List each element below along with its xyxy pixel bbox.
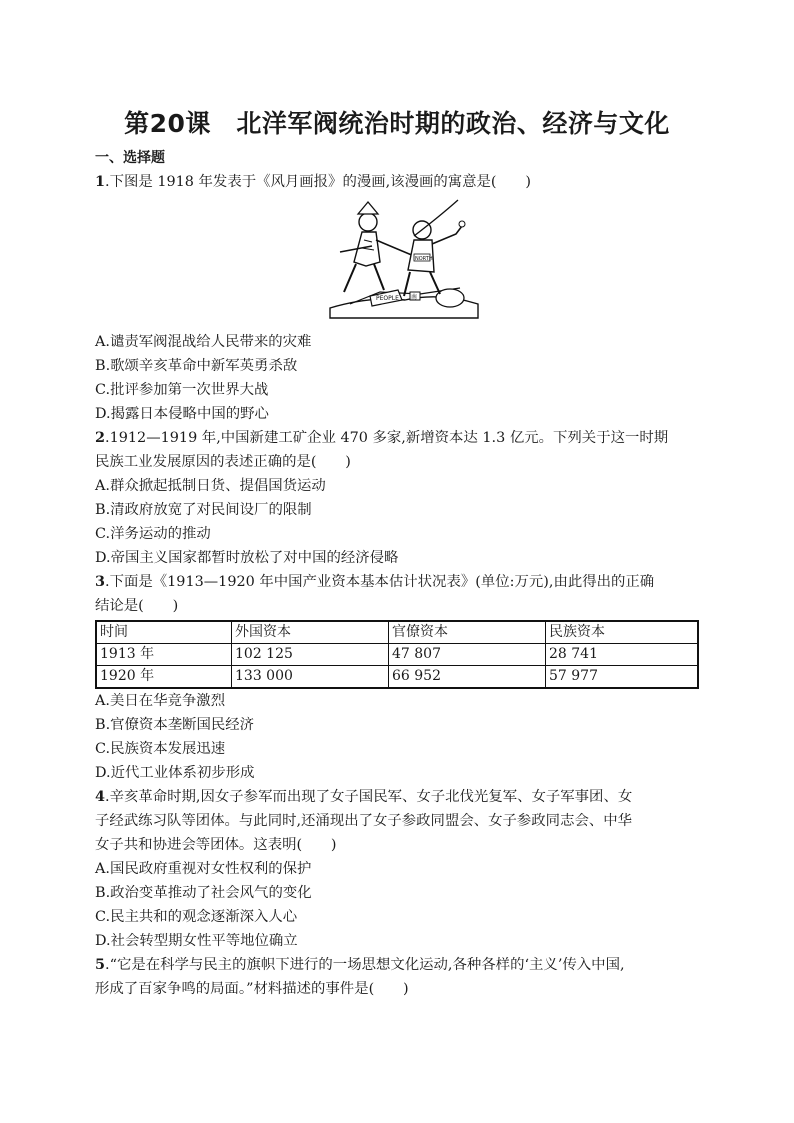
question-4: [95, 785, 705, 953]
question-5: [95, 953, 705, 1001]
question-5-stem: [95, 953, 705, 977]
option-b: B.政治变革推动了社会风气的变化: [95, 885, 312, 901]
question-1-stem: [95, 170, 705, 194]
question-number: 5: [95, 956, 106, 973]
question-list: [95, 146, 705, 1001]
stem-text: 女子共和协进会等团体。这表明( ): [95, 837, 337, 853]
section-heading: 一、选择题: [95, 150, 165, 166]
table-cell: 133 000: [232, 666, 389, 689]
table-header-cell: 时间: [96, 621, 232, 644]
table-cell: 28 741: [546, 644, 699, 666]
option-a: A.国民政府重视对女性权利的保护: [95, 861, 312, 877]
table-cell: 66 952: [389, 666, 546, 689]
label-north: NORTH: [415, 256, 433, 262]
option-d: D.社会转型期女性平等地位确立: [95, 933, 298, 949]
option-c: C.洋务运动的推动: [95, 526, 211, 542]
question-1: [95, 170, 705, 426]
page-title: 第20课 北洋军阀统治时期的政治、经济与文化: [124, 109, 670, 138]
stem-text: .1912—1919 年,中国新建工矿企业 470 多家,新增资本达 1.3 亿元。下列关于这一时期: [105, 430, 669, 446]
table-row: [96, 644, 698, 666]
table-row: [96, 666, 698, 689]
option-a: A.美日在华竞争激烈: [95, 693, 226, 709]
question-2-stem: [95, 426, 705, 450]
label-people: PEOPLE: [376, 295, 399, 302]
table-cell: 102 125: [232, 644, 389, 666]
stem-text: .下面是《1913—1920 年中国产业资本基本估计状况表》(单位:万元),由此得出的正确: [105, 574, 655, 590]
stem-text: 形成了百家争鸣的局面。”材料描述的事件是( ): [95, 981, 409, 997]
label-south: 南: [411, 294, 418, 301]
option-b: B.歌颂辛亥革命中新军英勇杀敌: [95, 358, 298, 374]
option-a: A.群众掀起抵制日货、提倡国货运动: [95, 478, 326, 494]
question-3-stem: [95, 570, 705, 594]
stem-text: 子经武练习队等团体。与此同时,还涌现出了女子参政同盟会、女子参政同志会、中华: [95, 813, 633, 829]
cartoon-figure: [95, 196, 705, 324]
table-cell: 1920 年: [96, 666, 232, 689]
question-number: 2: [95, 429, 106, 446]
question-2: [95, 426, 705, 570]
question-4-stem: [95, 785, 705, 809]
question-number: 3: [95, 573, 106, 590]
table-header-row: [96, 621, 698, 644]
cartoon-illustration: [310, 196, 490, 324]
table-cell: 57 977: [546, 666, 699, 689]
table-cell: 47 807: [389, 644, 546, 666]
option-d: D.揭露日本侵略中国的野心: [95, 406, 269, 422]
option-b: B.官僚资本垄断国民经济: [95, 717, 255, 733]
question-3: [95, 570, 705, 785]
stem-text: 结论是( ): [95, 598, 179, 614]
option-b: B.清政府放宽了对民间设厂的限制: [95, 502, 312, 518]
option-d: D.近代工业体系初步形成: [95, 765, 255, 781]
table-header-cell: 外国资本: [232, 621, 389, 644]
option-a: A.谴责军阀混战给人民带来的灾难: [95, 334, 312, 350]
option-c: C.民族资本发展迅速: [95, 741, 226, 757]
option-d: D.帝国主义国家都暂时放松了对中国的经济侵略: [95, 550, 399, 566]
question-number: 4: [95, 788, 106, 805]
table-header-cell: 官僚资本: [389, 621, 546, 644]
stem-text: .辛亥革命时期,因女子参军而出现了女子国民军、女子北伐光复军、女子军事团、女: [105, 789, 633, 805]
stem-text: .下图是 1918 年发表于《风月画报》的漫画,该漫画的寓意是( ): [105, 174, 531, 190]
option-c: C.批评参加第一次世界大战: [95, 382, 269, 398]
option-c: C.民主共和的观念逐渐深入人心: [95, 909, 298, 925]
stem-text: .“它是在科学与民主的旗帜下进行的一场思想文化运动,各种各样的‘主义’传入中国,: [105, 957, 625, 973]
question-number: 1: [95, 173, 106, 190]
table-cell: 1913 年: [96, 644, 232, 666]
stem-text: 民族工业发展原因的表述正确的是( ): [95, 454, 351, 470]
capital-table: [95, 620, 699, 689]
table-header-cell: 民族资本: [546, 621, 699, 644]
